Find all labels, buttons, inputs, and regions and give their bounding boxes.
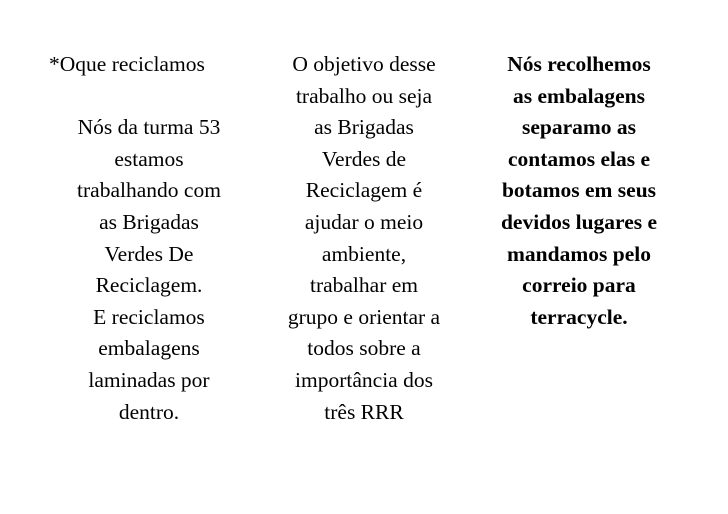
- column-1-line: Reciclagem.: [95, 273, 203, 298]
- column-2-line: as Brigadas: [314, 115, 414, 140]
- column-3-line: botamos em seus: [501, 178, 657, 203]
- column-1-line: E reciclamos: [93, 304, 205, 329]
- column-2-line: três RRR: [324, 399, 404, 424]
- column-1-line: as Brigadas: [99, 209, 199, 234]
- column-1-line: laminadas por: [88, 367, 210, 392]
- column-2-line: ambiente,: [321, 241, 407, 266]
- column-3-line: separamo as: [521, 115, 637, 140]
- column-3-line: Nós recolhemos: [507, 52, 651, 76]
- column-3-line: terracycle.: [530, 304, 628, 329]
- column-3-line: as embalagens: [513, 83, 645, 108]
- column-2-line: O objetivo desse: [292, 52, 436, 76]
- column-2-line: Verdes de: [321, 146, 407, 171]
- column-1-line: trabalhando com: [77, 178, 221, 203]
- column-2-line: trabalhar em: [309, 273, 419, 298]
- column-3-line: mandamos pelo: [507, 241, 651, 266]
- column-2-line: todos sobre a: [307, 336, 421, 361]
- column-2-line: importância dos: [295, 367, 433, 392]
- column-3-line: contamos elas e: [507, 146, 651, 171]
- column-1-spacer: [49, 81, 249, 113]
- column-1-line: embalagens: [98, 336, 200, 361]
- column-2-line: grupo e orientar a: [287, 304, 441, 329]
- column-1-line: estamos: [114, 146, 184, 171]
- column-3-line: correio para: [522, 273, 636, 298]
- column-objetivo: [264, 49, 464, 428]
- column-2-line: trabalho ou seja: [295, 83, 433, 108]
- column-2-line: Reciclagem é: [305, 178, 423, 203]
- column-1-line: Nós da turma 53: [77, 115, 221, 140]
- column-1-line: dentro.: [118, 399, 180, 424]
- column-3-line: devidos lugares e: [500, 209, 658, 234]
- column-1-heading: *Oque reciclamos: [49, 52, 205, 76]
- column-recolhemos: [476, 49, 682, 333]
- column-1-line: Verdes De: [104, 241, 194, 266]
- column-2-line: ajudar o meio: [304, 209, 424, 234]
- column-oque-reciclamos: [49, 49, 249, 428]
